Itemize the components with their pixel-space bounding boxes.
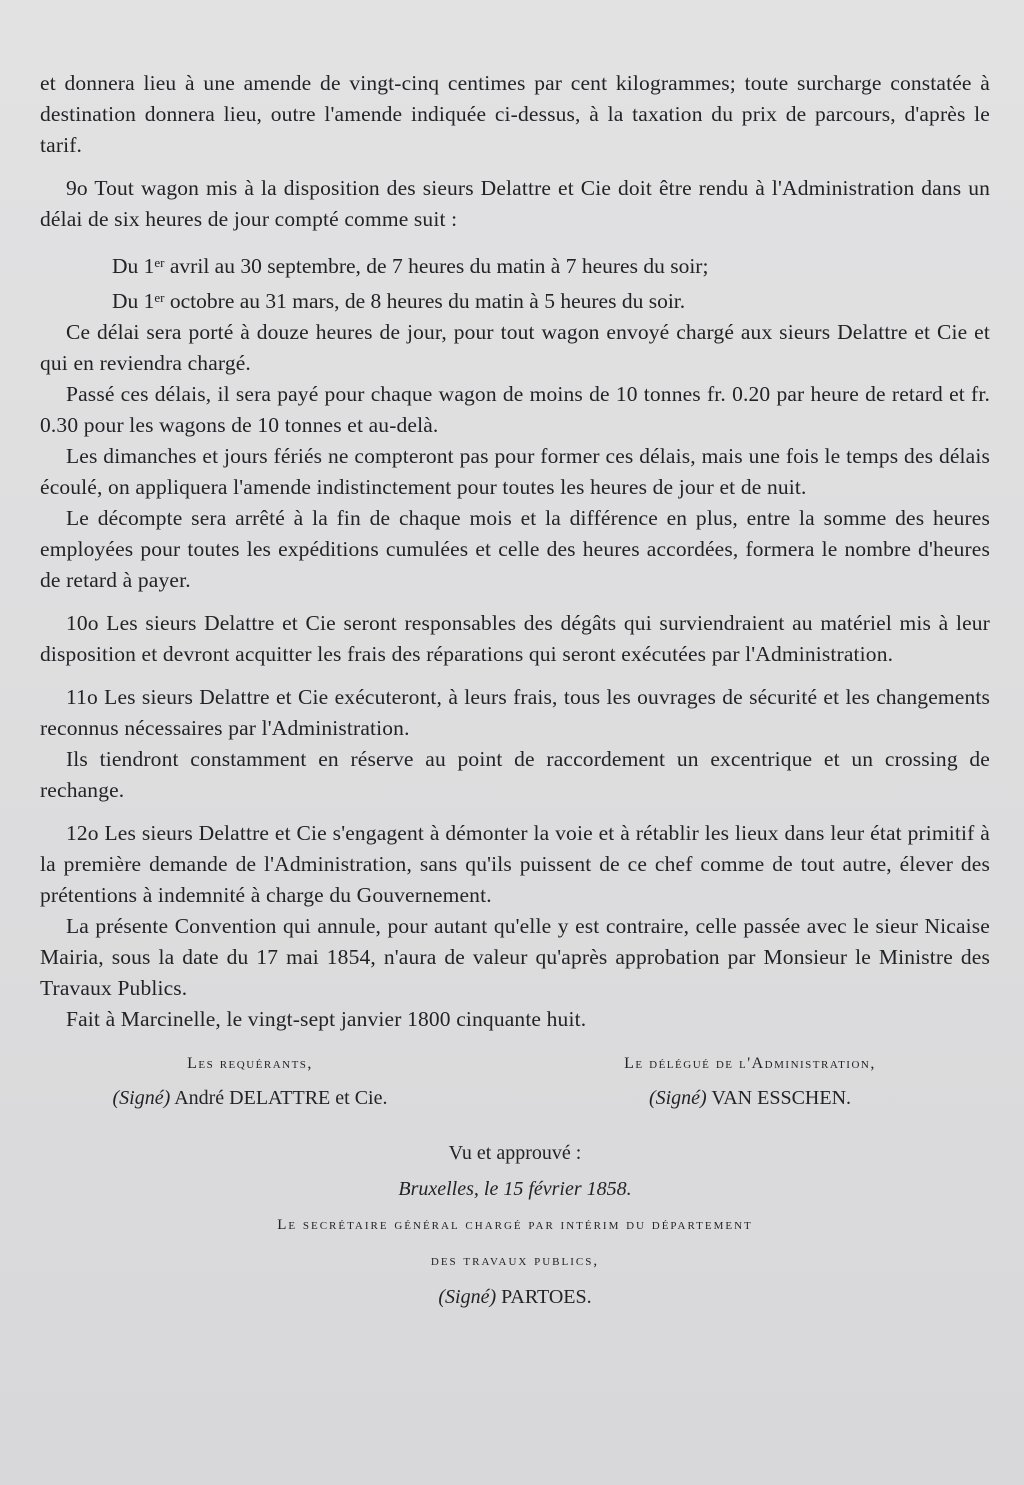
schedule-winter: Du 1er octobre au 31 mars, de 8 heures du matin à 5 heures du soir. (112, 289, 686, 313)
schedule-lines (40, 247, 990, 317)
signature-left-title: Les requérants, (187, 1055, 313, 1072)
approval-signature: (Signé) PARTOES. (438, 1286, 592, 1308)
signature-requerants (50, 1047, 450, 1115)
approval-heading: Vu et approuvé : (448, 1142, 582, 1164)
paragraph-place-date: Fait à Marcinelle, le vingt-sept janvier 1800 cinquante huit. (66, 1007, 587, 1031)
paragraph-article-11: 11o Les sieurs Delattre et Cie exécuteront, à leurs frais, tous les ouvrages de sécurité et les changements reconnus nécessaires par l'Administration. (40, 685, 990, 740)
approval-office-line2: des travaux publics, (430, 1253, 600, 1269)
paragraph-spare-parts: Ils tiendront constamment en réserve au point de raccordement un excentrique et un crossing de rechange. (40, 747, 990, 802)
paragraph-fine-surcharge: et donnera lieu à une amende de vingt-cinq centimes par cent kilogrammes; toute surcharge constatée à destination donnera lieu, outre l'amende indiquée ci-dessus, à la taxation du prix de parcours, d'après le tarif. (40, 71, 990, 157)
paragraph-article-12: 12o Les sieurs Delattre et Cie s'engagent à démonter la voie et à rétablir les lieux dans leur état primitif à la première demande de l'Administration, sans qu'ils puissent de ce chef comme de tout autre, élever des prétentions à indemnité à charge du Gouvernement. (40, 821, 990, 907)
paragraph-monthly-account: Le décompte sera arrêté à la fin de chaque mois et la différence en plus, entre la somme des heures employées pour toutes les expéditions cumulées et celle des heures accordées, formera le nombre d'heures de retard à payer. (40, 506, 990, 592)
signatures (40, 1047, 990, 1115)
paragraph-article-10: 10o Les sieurs Delattre et Cie seront responsables des dégâts qui surviendraient au matériel mis à leur disposition et devront acquitter les frais des réparations qui seront exécutées par l'Administration. (40, 611, 990, 666)
paragraph-delay-extension: Ce délai sera porté à douze heures de jour, pour tout wagon envoyé chargé aux sieurs Delattre et Cie et qui en reviendra chargé. (40, 320, 990, 375)
signature-left-line: (Signé) André DELATTRE et Cie. (112, 1087, 388, 1109)
paragraph-article-9: 9o Tout wagon mis à la disposition des sieurs Delattre et Cie doit être rendu à l'Administration dans un délai de six heures de jour compté comme suit : (40, 176, 990, 231)
signature-delegue (560, 1047, 940, 1115)
paragraph-holidays: Les dimanches et jours fériés ne compteront pas pour former ces délais, mais une fois le temps des délais écoulé, on appliquera l'amende indistinctement pour toutes les heures de jour et de nuit. (40, 444, 990, 499)
schedule-summer: Du 1er avril au 30 septembre, de 7 heures du matin à 7 heures du soir; (112, 254, 709, 278)
paragraph-convention: La présente Convention qui annule, pour autant qu'elle y est contraire, celle passée avec le sieur Nicaise Mairia, sous la date du 17 mai 1854, n'aura de valeur qu'après approbation par Monsieur le Ministre des Travaux Publics. (40, 914, 990, 1000)
approval-block (40, 1135, 990, 1315)
signature-right-line: (Signé) VAN ESSCHEN. (648, 1087, 852, 1109)
paragraph-delay-fees: Passé ces délais, il sera payé pour chaque wagon de moins de 10 tonnes fr. 0.20 par heure de retard et fr. 0.30 pour les wagons de 10 tonnes et au-delà. (40, 382, 990, 437)
approval-place-date: Bruxelles, le 15 février 1858. (398, 1178, 632, 1200)
approval-office-line1: Le secrétaire général chargé par intérim du département (277, 1217, 753, 1233)
signature-right-title: Le délégué de l'Administration, (624, 1055, 876, 1072)
